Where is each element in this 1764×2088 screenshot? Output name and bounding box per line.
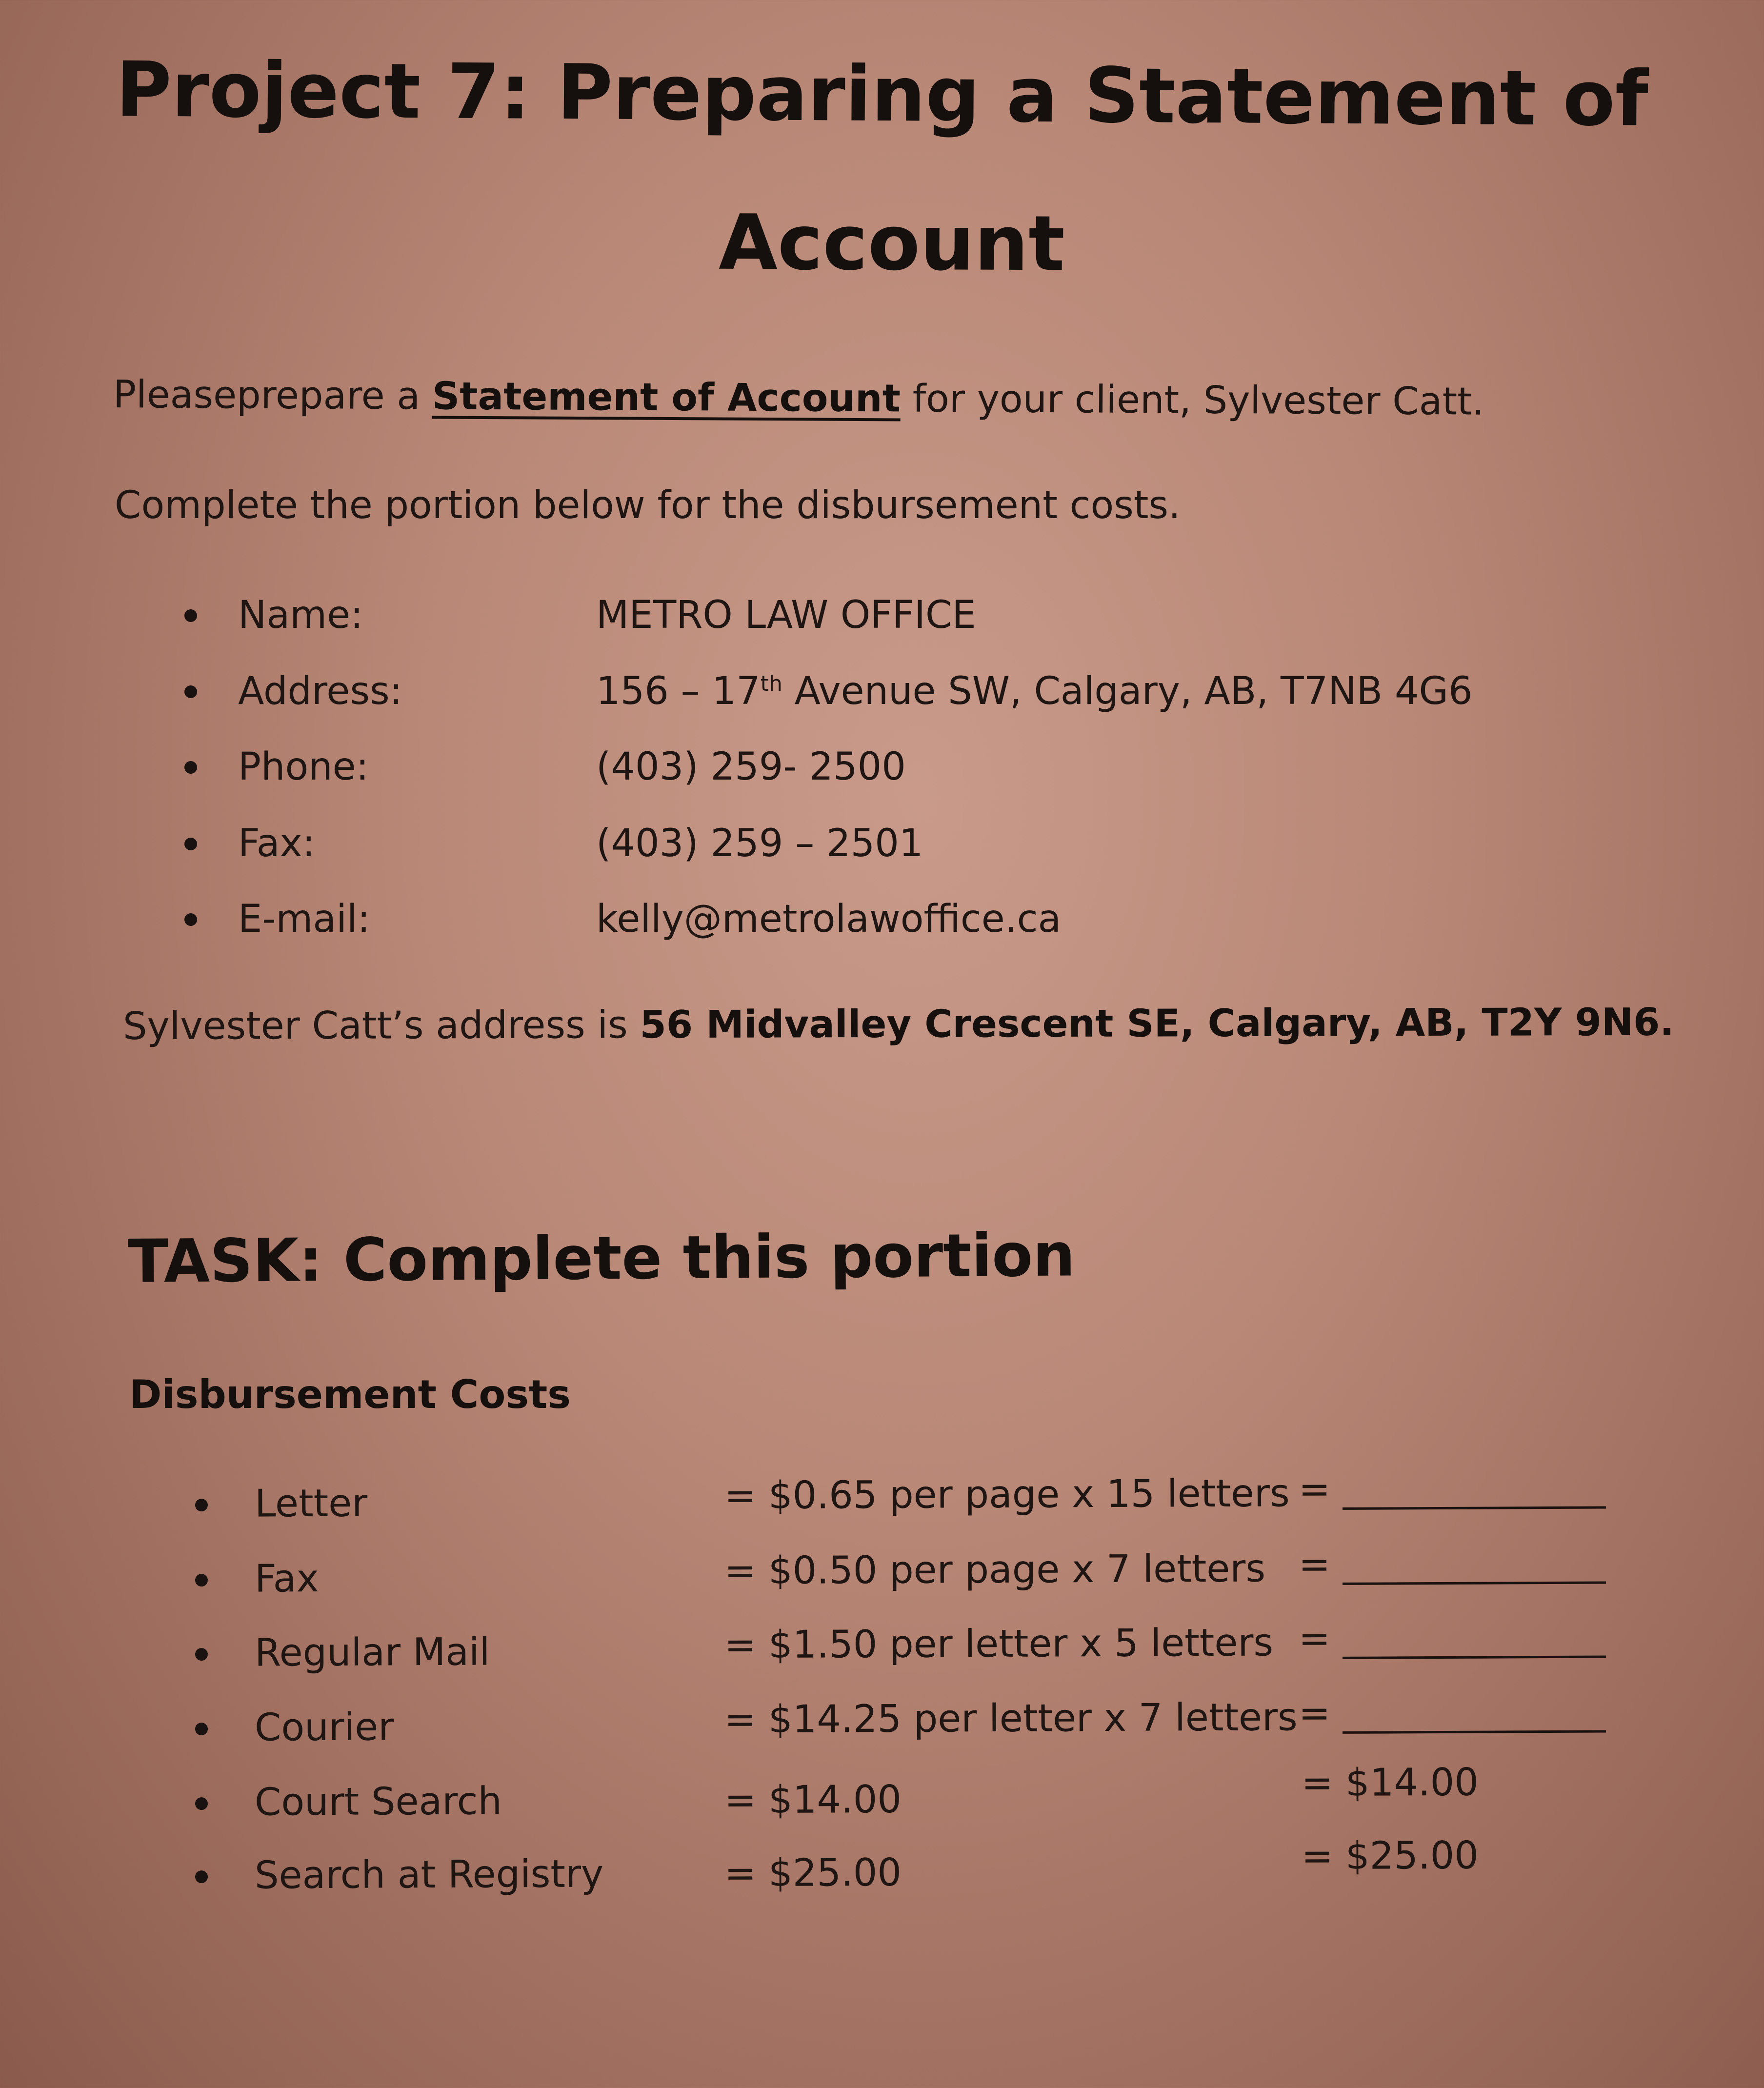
section-heading: Disbursement Costs bbox=[129, 1372, 571, 1417]
contact-item-name bbox=[0, 593, 1764, 645]
equals-sign: = bbox=[1298, 1616, 1331, 1661]
client-address-paragraph bbox=[122, 1000, 1675, 1048]
bullet-icon bbox=[184, 685, 197, 698]
disbursement-calculation: = $1.50 per letter x 5 letters bbox=[724, 1621, 1274, 1667]
equals-sign: = bbox=[1298, 1542, 1331, 1587]
disbursement-label: Fax bbox=[254, 1557, 319, 1601]
bullet-icon bbox=[184, 609, 197, 622]
address-number: 156 – 17 bbox=[596, 669, 761, 713]
disbursement-label: Courier bbox=[254, 1705, 394, 1750]
contact-label: Phone: bbox=[238, 745, 369, 789]
bullet-icon bbox=[195, 1574, 208, 1586]
contact-item-address bbox=[0, 669, 1764, 721]
intro-text-start: Pleaseprepare a bbox=[113, 373, 433, 419]
contact-item-phone bbox=[0, 745, 1764, 797]
bullet-icon bbox=[184, 761, 197, 774]
disbursement-label: Search at Registry bbox=[254, 1852, 604, 1898]
disbursement-row-fax bbox=[0, 1542, 1764, 1610]
contact-value: kelly@metrolawoffice.ca bbox=[596, 897, 1062, 941]
disbursement-label: Regular Mail bbox=[254, 1630, 490, 1675]
bullet-icon bbox=[184, 913, 197, 926]
contact-value: METRO LAW OFFICE bbox=[596, 593, 976, 637]
answer-blank[interactable] bbox=[1343, 1582, 1606, 1585]
disbursement-total: = $14.00 bbox=[1301, 1760, 1479, 1806]
contact-value: (403) 259- 2500 bbox=[596, 745, 906, 789]
bullet-icon bbox=[195, 1499, 208, 1511]
disbursement-row-court-search bbox=[0, 1760, 1764, 1833]
disbursement-label: Court Search bbox=[254, 1779, 502, 1825]
page-title: Project 7: Preparing a Statement of bbox=[115, 45, 1649, 143]
disbursement-calculation: = $14.25 per letter x 7 letters bbox=[724, 1695, 1298, 1742]
disbursement-calculation: = $0.50 per page x 7 letters bbox=[724, 1546, 1266, 1593]
bullet-icon bbox=[195, 1797, 208, 1810]
address-rest: Avenue SW, Calgary, AB, T7NB 4G6 bbox=[782, 669, 1473, 713]
answer-blank[interactable] bbox=[1343, 1506, 1606, 1510]
instruction-paragraph: Complete the portion below for the disbursement costs. bbox=[115, 483, 1181, 527]
answer-blank[interactable] bbox=[1343, 1730, 1606, 1734]
contact-label: Fax: bbox=[238, 822, 315, 865]
bullet-icon bbox=[195, 1870, 208, 1883]
client-address: 56 Midvalley Crescent SE, Calgary, AB, T2Y 9N6. bbox=[640, 1000, 1675, 1047]
disbursement-label: Letter bbox=[254, 1481, 368, 1526]
disbursement-calculation: = $0.65 per page x 15 letters bbox=[724, 1471, 1290, 1518]
disbursement-row-registry-search bbox=[0, 1833, 1764, 1907]
disbursement-calculation: = $14.00 bbox=[724, 1777, 902, 1823]
statement-of-account-emphasis: Statement of Account bbox=[432, 374, 901, 421]
bullet-icon bbox=[195, 1723, 208, 1735]
contact-item-fax bbox=[0, 824, 1764, 873]
contact-label: Name: bbox=[238, 593, 363, 637]
task-heading: TASK: Complete this portion bbox=[127, 1220, 1076, 1296]
contact-value: (403) 259 – 2501 bbox=[596, 822, 923, 865]
intro-paragraph bbox=[113, 373, 1484, 424]
equals-sign: = bbox=[1298, 1467, 1331, 1512]
disbursement-row-letter bbox=[0, 1467, 1764, 1535]
client-address-prefix: Sylvester Catt’s address is bbox=[122, 1003, 640, 1048]
disbursement-total: = $25.00 bbox=[1301, 1833, 1479, 1879]
contact-item-email bbox=[0, 897, 1764, 949]
page-title-continued: Account bbox=[718, 198, 1065, 288]
ordinal-suffix: th bbox=[760, 671, 782, 696]
bullet-icon bbox=[184, 838, 197, 850]
contact-label: E-mail: bbox=[238, 897, 370, 941]
intro-text-end: for your client, Sylvester Catt. bbox=[900, 377, 1484, 424]
disbursement-row-courier bbox=[0, 1691, 1764, 1759]
contact-label: Address: bbox=[238, 669, 402, 713]
bullet-icon bbox=[195, 1648, 208, 1661]
contact-value bbox=[596, 669, 1473, 713]
answer-blank[interactable] bbox=[1343, 1656, 1606, 1659]
disbursement-calculation: = $25.00 bbox=[724, 1850, 902, 1896]
equals-sign: = bbox=[1298, 1691, 1331, 1736]
disbursement-row-regular-mail bbox=[0, 1616, 1764, 1684]
